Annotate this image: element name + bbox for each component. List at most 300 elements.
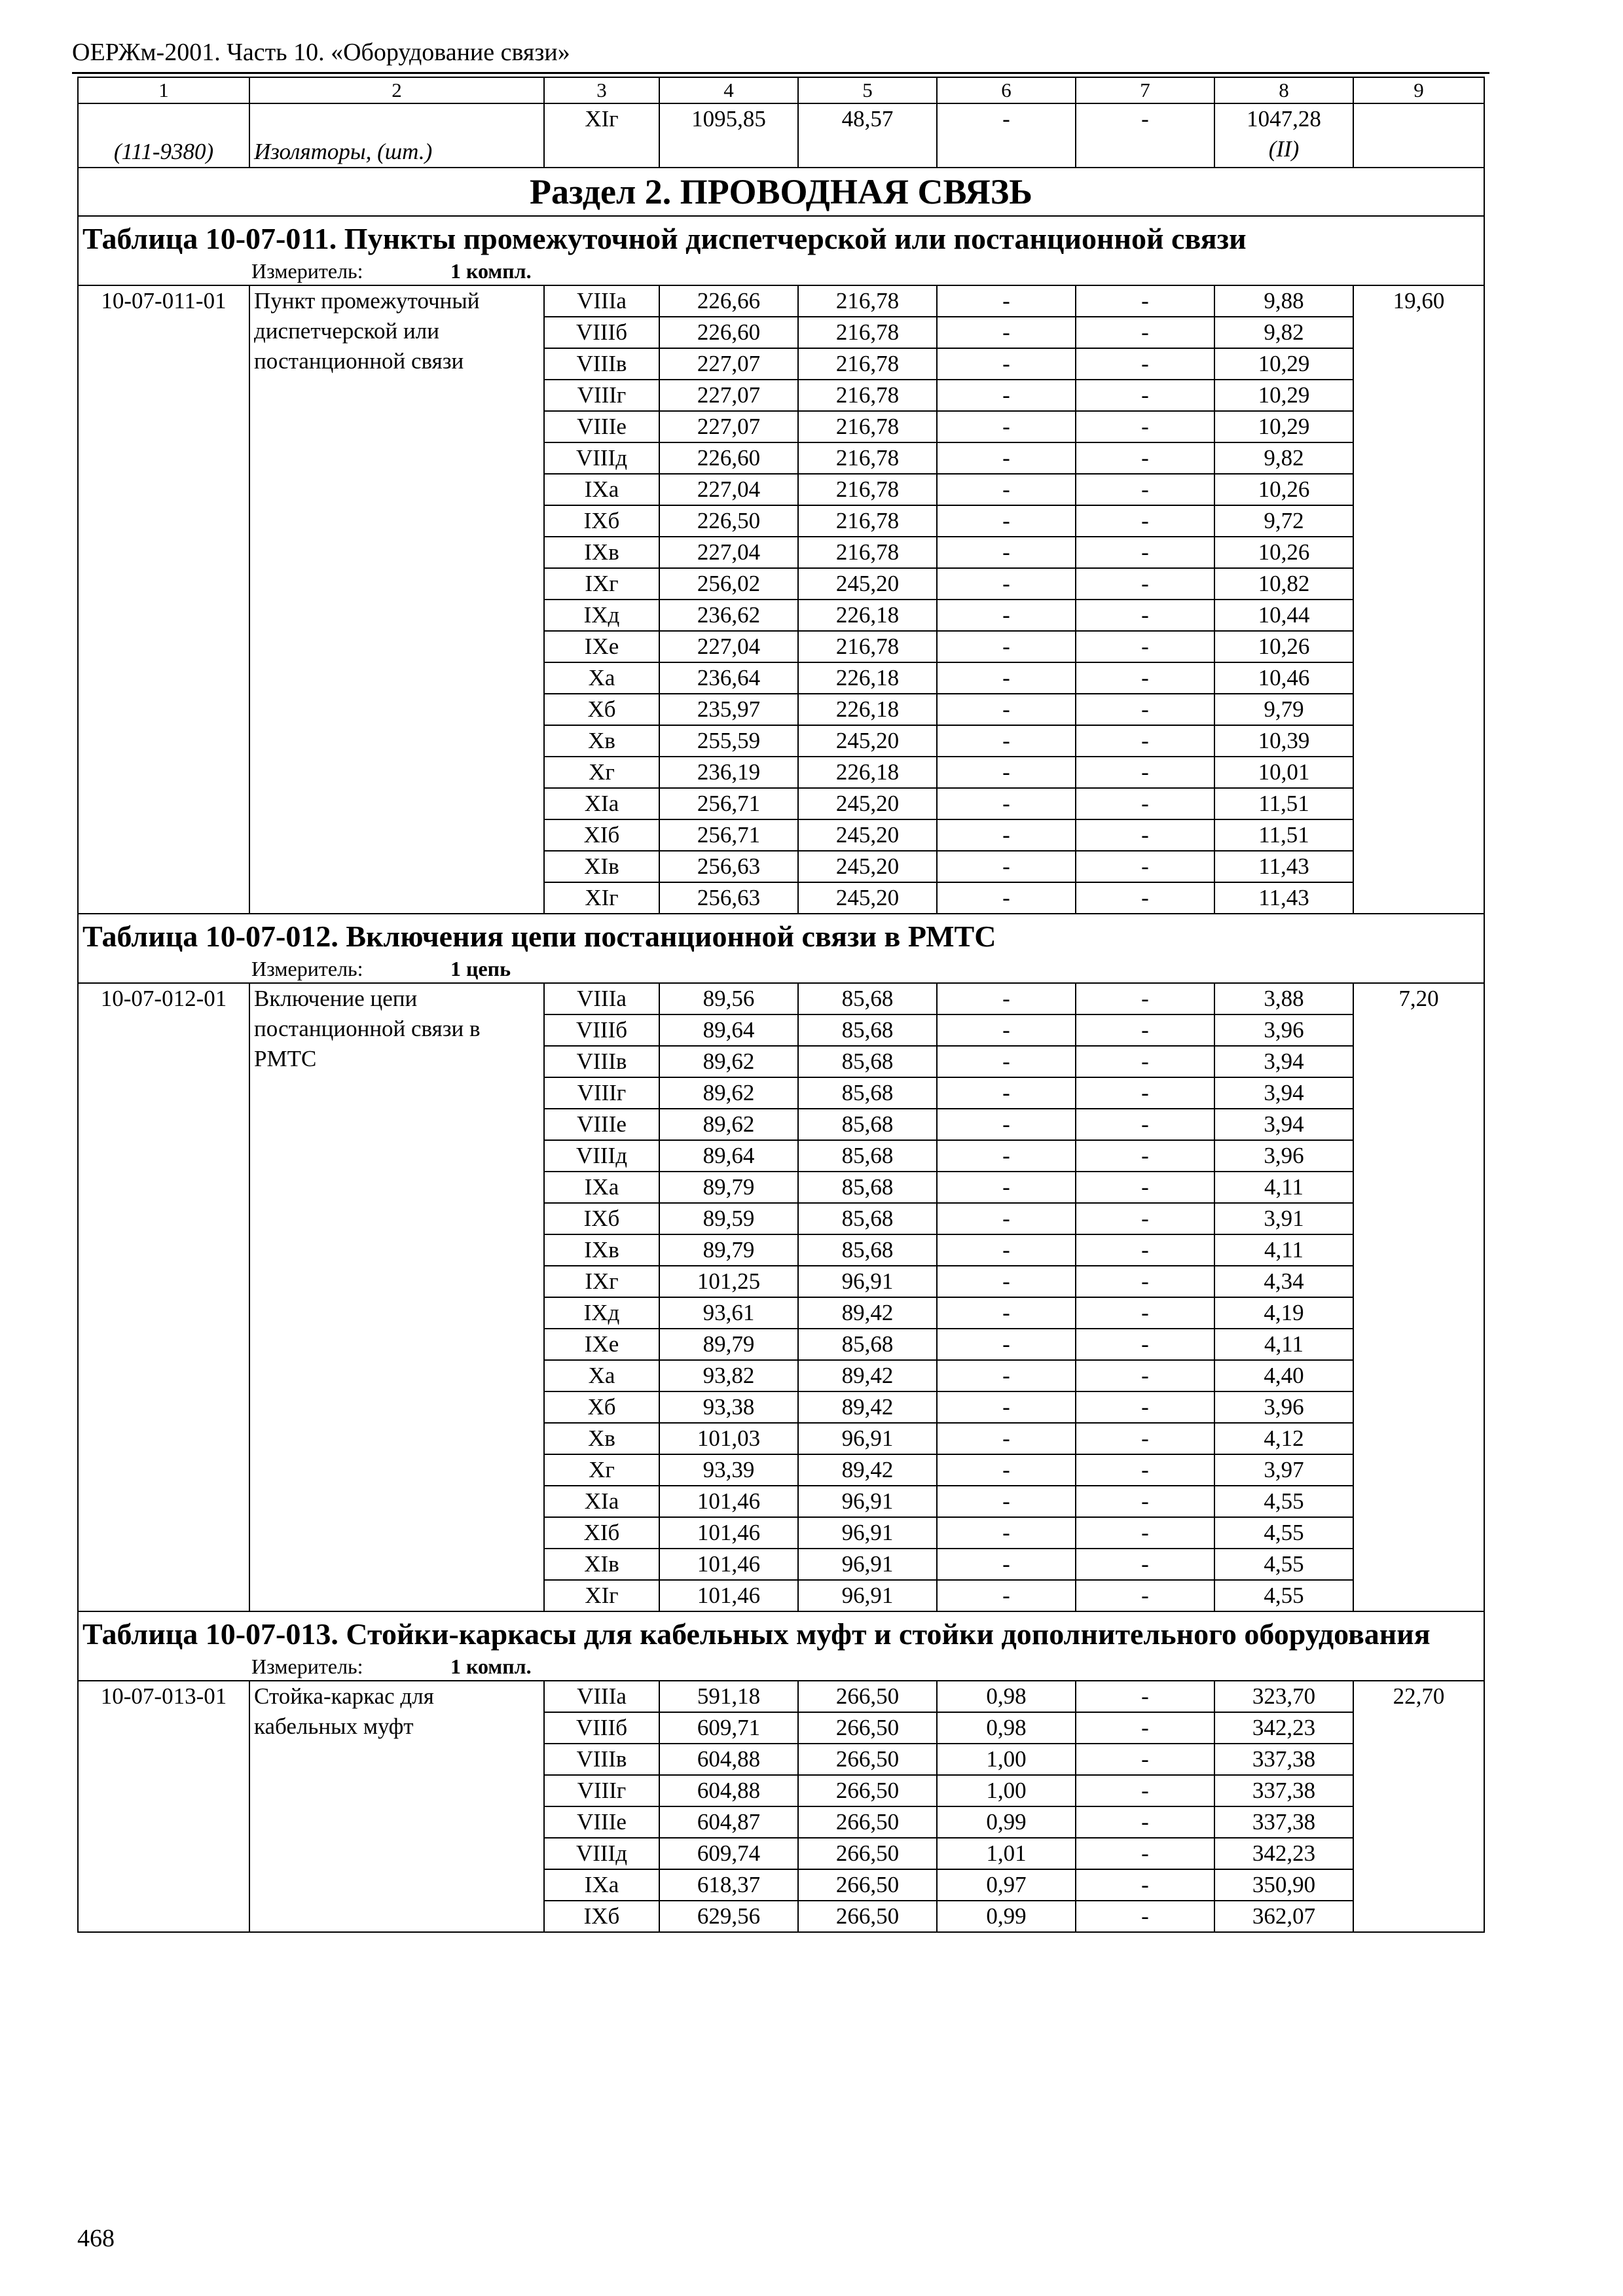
value-cell: 89,64: [659, 1140, 798, 1172]
zone-cell: VIIIг: [544, 1775, 659, 1806]
section-title: Раздел 2. ПРОВОДНАЯ СВЯЗЬ: [78, 168, 1484, 216]
zone-cell: VIIIб: [544, 317, 659, 348]
value-cell: 1095,85: [659, 103, 798, 168]
value-cell: 266,50: [798, 1744, 937, 1775]
value-cell: 10,46: [1214, 662, 1353, 694]
value-cell: -: [1076, 1329, 1214, 1360]
value-cell: -: [1076, 1681, 1214, 1712]
value-cell: 9,79: [1214, 694, 1353, 725]
value-cell: 216,78: [798, 631, 937, 662]
value-cell: 226,18: [798, 694, 937, 725]
value-cell: 3,97: [1214, 1454, 1353, 1486]
value-cell: 10,01: [1214, 757, 1353, 788]
value-cell: 256,63: [659, 882, 798, 914]
value-cell: 350,90: [1214, 1869, 1353, 1901]
value-cell: 266,50: [798, 1775, 937, 1806]
value-cell: 89,42: [798, 1360, 937, 1391]
value-cell: 216,78: [798, 442, 937, 474]
unit-value: 1 компл.: [450, 259, 532, 283]
value-cell: -: [937, 1014, 1076, 1046]
value-cell: 4,34: [1214, 1266, 1353, 1297]
value-cell: 11,43: [1214, 882, 1353, 914]
value-cell: XIг: [544, 103, 659, 168]
value-cell: 101,46: [659, 1486, 798, 1517]
resource-code: (111-9380): [78, 103, 249, 168]
column-number: 4: [659, 77, 798, 103]
value-cell: -: [1076, 631, 1214, 662]
value-cell: -: [937, 1297, 1076, 1329]
value-cell: 11,43: [1214, 851, 1353, 882]
value-cell: -: [1076, 537, 1214, 568]
zone-cell: XIб: [544, 819, 659, 851]
zone-cell: VIIIб: [544, 1712, 659, 1744]
value-cell: 85,68: [798, 1014, 937, 1046]
value-cell: 256,71: [659, 819, 798, 851]
value-cell: -: [937, 568, 1076, 600]
value-cell: -: [937, 537, 1076, 568]
value-cell: 245,20: [798, 568, 937, 600]
value-cell: 85,68: [798, 1172, 937, 1203]
value-cell: 89,62: [659, 1077, 798, 1109]
value-cell: -: [937, 662, 1076, 694]
value-cell: 10,39: [1214, 725, 1353, 757]
value-cell: 245,20: [798, 788, 937, 819]
zone-cell: IXа: [544, 1869, 659, 1901]
value-cell: 10,26: [1214, 537, 1353, 568]
value-cell: -: [1076, 1140, 1214, 1172]
value-cell: 96,91: [798, 1266, 937, 1297]
value-cell: -: [937, 505, 1076, 537]
value-cell: -: [1076, 442, 1214, 474]
value-cell: 0,98: [937, 1712, 1076, 1744]
value-cell: -: [937, 1580, 1076, 1611]
value-cell: 609,71: [659, 1712, 798, 1744]
value-cell: 256,02: [659, 568, 798, 600]
zone-cell: VIIIа: [544, 1681, 659, 1712]
value-cell: 3,94: [1214, 1077, 1353, 1109]
value-cell: 10,29: [1214, 380, 1353, 411]
zone-cell: Xг: [544, 757, 659, 788]
unit-row: [78, 955, 1484, 983]
value-cell: 245,20: [798, 851, 937, 882]
value-cell: -: [937, 442, 1076, 474]
value-cell: -: [937, 348, 1076, 380]
zone-cell: IXд: [544, 1297, 659, 1329]
value-cell: 0,99: [937, 1806, 1076, 1838]
header-rule: [72, 72, 1489, 74]
value-cell: 227,07: [659, 380, 798, 411]
value-cell: -: [1076, 662, 1214, 694]
value-cell: 3,96: [1214, 1014, 1353, 1046]
value-cell: 0,98: [937, 1681, 1076, 1712]
value-cell: 3,96: [1214, 1391, 1353, 1423]
value-cell: 256,63: [659, 851, 798, 882]
value-cell: 236,19: [659, 757, 798, 788]
value-cell: -: [937, 317, 1076, 348]
value-cell: 9,72: [1214, 505, 1353, 537]
value-cell: 3,91: [1214, 1203, 1353, 1234]
value-cell: 4,11: [1214, 1234, 1353, 1266]
rates-table-body: [78, 77, 1484, 1932]
unit-value: 1 цепь: [450, 957, 511, 980]
value-cell: -: [1076, 1046, 1214, 1077]
value-cell: 85,68: [798, 1203, 937, 1234]
table-row: [78, 983, 1484, 1014]
value-cell: 48,57: [798, 103, 937, 168]
value-cell: -: [1076, 568, 1214, 600]
value-cell: -: [937, 1234, 1076, 1266]
value-cell: 101,46: [659, 1517, 798, 1549]
value-cell: 89,79: [659, 1172, 798, 1203]
value-cell: -: [1076, 103, 1214, 168]
value-cell: -: [1076, 1744, 1214, 1775]
value-cell: 216,78: [798, 380, 937, 411]
value-cell: -: [937, 1360, 1076, 1391]
value-cell: 11,51: [1214, 788, 1353, 819]
table-title-row: [78, 1611, 1484, 1653]
value-cell: 89,79: [659, 1234, 798, 1266]
zone-cell: Xг: [544, 1454, 659, 1486]
zone-cell: IXа: [544, 1172, 659, 1203]
zone-cell: IXв: [544, 537, 659, 568]
value-cell: 4,19: [1214, 1297, 1353, 1329]
zone-cell: IXе: [544, 1329, 659, 1360]
note-cell: (II): [1268, 136, 1300, 162]
value-cell: 0,99: [937, 1901, 1076, 1932]
value-cell: 96,91: [798, 1549, 937, 1580]
value-cell: 1,00: [937, 1744, 1076, 1775]
zone-cell: VIIIе: [544, 1109, 659, 1140]
value-cell: -: [1076, 1454, 1214, 1486]
value-cell: 93,39: [659, 1454, 798, 1486]
value-cell: 89,42: [798, 1297, 937, 1329]
zone-cell: VIIIе: [544, 411, 659, 442]
value-cell: 85,68: [798, 1046, 937, 1077]
column-number: 9: [1353, 77, 1484, 103]
value-cell: -: [1076, 285, 1214, 317]
value-cell: 85,68: [798, 1109, 937, 1140]
value-cell: -: [1076, 1869, 1214, 1901]
value-cell: -: [1076, 757, 1214, 788]
value-cell: 591,18: [659, 1681, 798, 1712]
value-cell: -: [1076, 882, 1214, 914]
value-cell: 1,01: [937, 1838, 1076, 1869]
value-cell: 4,55: [1214, 1549, 1353, 1580]
value-cell: 226,18: [798, 757, 937, 788]
value-cell: -: [1076, 1549, 1214, 1580]
value-cell: -: [937, 1423, 1076, 1454]
value-cell: -: [937, 819, 1076, 851]
value-cell: 4,12: [1214, 1423, 1353, 1454]
zone-cell: VIIIд: [544, 1140, 659, 1172]
value-cell: -: [1076, 1517, 1214, 1549]
value-cell: -: [1076, 1172, 1214, 1203]
value-cell: -: [937, 1046, 1076, 1077]
value-cell: -: [937, 631, 1076, 662]
zone-cell: VIIIа: [544, 285, 659, 317]
value-cell: -: [1076, 600, 1214, 631]
value-cell: 4,55: [1214, 1580, 1353, 1611]
zone-cell: IXб: [544, 505, 659, 537]
value-cell: 236,64: [659, 662, 798, 694]
value-cell: 629,56: [659, 1901, 798, 1932]
zone-cell: VIIIд: [544, 442, 659, 474]
value-cell: [1214, 103, 1353, 168]
rate-code: 10-07-011-01: [78, 285, 249, 914]
rate-name: Пункт промежуточный диспетчерской или постанционной связи: [249, 285, 544, 914]
unit-label: Измеритель:: [251, 957, 363, 980]
value-cell: -: [937, 1266, 1076, 1297]
value-cell: -: [1076, 1580, 1214, 1611]
unit-line: [78, 955, 1484, 983]
value-cell: 89,56: [659, 983, 798, 1014]
value-cell: 89,59: [659, 1203, 798, 1234]
value-cell: 85,68: [798, 1077, 937, 1109]
zone-cell: XIг: [544, 882, 659, 914]
unit-label: Измеритель:: [251, 1655, 363, 1678]
zone-cell: IXг: [544, 1266, 659, 1297]
value-cell: 10,26: [1214, 474, 1353, 505]
value-cell: -: [937, 788, 1076, 819]
value-cell: 226,60: [659, 442, 798, 474]
table-title: Таблица 10-07-011. Пункты промежуточной диспетчерской или постанционной связи: [78, 216, 1484, 257]
value-cell: -: [937, 1517, 1076, 1549]
value-cell: -: [937, 380, 1076, 411]
value-cell: 89,62: [659, 1109, 798, 1140]
value-cell: 604,87: [659, 1806, 798, 1838]
value-cell: 89,42: [798, 1391, 937, 1423]
value-cell: 216,78: [798, 411, 937, 442]
value-cell: -: [937, 285, 1076, 317]
zone-cell: IXа: [544, 474, 659, 505]
zone-cell: VIIIа: [544, 983, 659, 1014]
zone-cell: Xв: [544, 725, 659, 757]
value-cell: 266,50: [798, 1681, 937, 1712]
table-title-row: [78, 914, 1484, 955]
table-title: Таблица 10-07-013. Стойки-каркасы для кабельных муфт и стойки дополнительного оборудования: [78, 1611, 1484, 1653]
value-cell: 323,70: [1214, 1681, 1353, 1712]
table-row: [78, 1681, 1484, 1712]
zone-cell: IXе: [544, 631, 659, 662]
value-cell: -: [1076, 380, 1214, 411]
page-number: 468: [77, 2225, 115, 2252]
value-cell: -: [937, 1140, 1076, 1172]
column-number: 6: [937, 77, 1076, 103]
value-cell: 10,29: [1214, 411, 1353, 442]
value-cell: 89,64: [659, 1014, 798, 1046]
value-cell: 9,82: [1214, 442, 1353, 474]
value-cell: -: [1076, 851, 1214, 882]
value-cell: 101,46: [659, 1580, 798, 1611]
value-cell: -: [937, 1203, 1076, 1234]
value-cell: -: [937, 983, 1076, 1014]
value-cell: -: [1076, 1014, 1214, 1046]
value-cell: 226,60: [659, 317, 798, 348]
value-cell: 609,74: [659, 1838, 798, 1869]
value-cell: -: [1076, 348, 1214, 380]
zone-cell: Xб: [544, 1391, 659, 1423]
zone-cell: Xа: [544, 662, 659, 694]
value-cell: 10,82: [1214, 568, 1353, 600]
value-cell: -: [1076, 1423, 1214, 1454]
value-cell: 9,82: [1214, 317, 1353, 348]
column-number-row: [78, 77, 1484, 103]
value-cell: -: [937, 1172, 1076, 1203]
zone-cell: VIIIв: [544, 1744, 659, 1775]
zone-cell: IXб: [544, 1203, 659, 1234]
value-cell: 216,78: [798, 285, 937, 317]
rate-code: 10-07-013-01: [78, 1681, 249, 1932]
value-cell: 93,38: [659, 1391, 798, 1423]
value-cell: 1,00: [937, 1775, 1076, 1806]
rates-table: [77, 77, 1485, 1933]
value-cell: 266,50: [798, 1869, 937, 1901]
labor-cell: 7,20: [1353, 983, 1484, 1611]
page-header: ОЕРЖм-2001. Часть 10. «Оборудование связи»: [72, 39, 570, 66]
value-cell: -: [1076, 1266, 1214, 1297]
unit-row: [78, 257, 1484, 285]
column-number: 3: [544, 77, 659, 103]
value-cell: 266,50: [798, 1838, 937, 1869]
value-cell: -: [1076, 1806, 1214, 1838]
value-cell: 85,68: [798, 1140, 937, 1172]
value-cell: 227,04: [659, 474, 798, 505]
column-number: 2: [249, 77, 544, 103]
value-cell: -: [1076, 725, 1214, 757]
labor-cell: 22,70: [1353, 1681, 1484, 1932]
value-cell: -: [937, 1549, 1076, 1580]
column-number: 5: [798, 77, 937, 103]
value-cell: -: [937, 725, 1076, 757]
value-cell: 101,25: [659, 1266, 798, 1297]
zone-cell: VIIIе: [544, 1806, 659, 1838]
value-cell: -: [1076, 1391, 1214, 1423]
value-cell: -: [937, 851, 1076, 882]
zone-cell: IXд: [544, 600, 659, 631]
value-cell: 227,07: [659, 348, 798, 380]
zone-cell: Xв: [544, 1423, 659, 1454]
value-cell: 226,66: [659, 285, 798, 317]
value-cell: 256,71: [659, 788, 798, 819]
value-cell: 9,88: [1214, 285, 1353, 317]
value-cell: 96,91: [798, 1580, 937, 1611]
value-cell: 96,91: [798, 1486, 937, 1517]
zone-cell: VIIIв: [544, 1046, 659, 1077]
value-cell: 4,55: [1214, 1517, 1353, 1549]
value-cell: 4,11: [1214, 1329, 1353, 1360]
unit-line: [78, 257, 1484, 285]
value-cell: -: [937, 411, 1076, 442]
value-cell: 604,88: [659, 1775, 798, 1806]
zone-cell: XIа: [544, 788, 659, 819]
value-cell: 226,18: [798, 662, 937, 694]
value-cell: -: [937, 600, 1076, 631]
empty-cell: [1353, 103, 1484, 168]
table-row: [78, 285, 1484, 317]
value-cell: 3,96: [1214, 1140, 1353, 1172]
value-cell: 3,94: [1214, 1046, 1353, 1077]
zone-cell: XIа: [544, 1486, 659, 1517]
value-cell: -: [937, 1454, 1076, 1486]
value-cell: 3,94: [1214, 1109, 1353, 1140]
value-cell: 266,50: [798, 1712, 937, 1744]
value-cell: 216,78: [798, 317, 937, 348]
value-cell: 11,51: [1214, 819, 1353, 851]
zone-cell: VIIIв: [544, 348, 659, 380]
zone-cell: Xа: [544, 1360, 659, 1391]
continued-row: [78, 103, 1484, 168]
value-cell: -: [937, 1329, 1076, 1360]
value-cell: 227,07: [659, 411, 798, 442]
value-cell: 216,78: [798, 537, 937, 568]
value-cell: -: [1076, 1775, 1214, 1806]
value-cell: -: [1076, 474, 1214, 505]
value-cell: 89,79: [659, 1329, 798, 1360]
value-cell: 85,68: [798, 983, 937, 1014]
value-cell: 245,20: [798, 725, 937, 757]
value-cell: 96,91: [798, 1423, 937, 1454]
column-number: 1: [78, 77, 249, 103]
value-cell: 226,18: [798, 600, 937, 631]
value-cell: 255,59: [659, 725, 798, 757]
zone-cell: XIв: [544, 1549, 659, 1580]
value-cell: 245,20: [798, 882, 937, 914]
value-cell: 227,04: [659, 537, 798, 568]
value-cell: -: [1076, 788, 1214, 819]
value-cell: 10,44: [1214, 600, 1353, 631]
value-cell: 4,55: [1214, 1486, 1353, 1517]
value-cell: -: [937, 757, 1076, 788]
rate-name: Включение цепи постанционной связи в РМТС: [249, 983, 544, 1611]
zone-cell: VIIIд: [544, 1838, 659, 1869]
value-cell: 337,38: [1214, 1775, 1353, 1806]
value-cell: 266,50: [798, 1806, 937, 1838]
zone-cell: IXв: [544, 1234, 659, 1266]
value-cell: 0,97: [937, 1869, 1076, 1901]
value-cell: 93,82: [659, 1360, 798, 1391]
value-cell: 1047,28: [1247, 106, 1321, 132]
value-cell: 3,88: [1214, 983, 1353, 1014]
zone-cell: Xб: [544, 694, 659, 725]
value-cell: -: [937, 474, 1076, 505]
zone-cell: VIIIг: [544, 380, 659, 411]
value-cell: 604,88: [659, 1744, 798, 1775]
unit-value: 1 компл.: [450, 1655, 532, 1678]
value-cell: 618,37: [659, 1869, 798, 1901]
value-cell: -: [1076, 1109, 1214, 1140]
value-cell: -: [937, 1391, 1076, 1423]
value-cell: 362,07: [1214, 1901, 1353, 1932]
zone-cell: IXг: [544, 568, 659, 600]
value-cell: 337,38: [1214, 1744, 1353, 1775]
value-cell: -: [1076, 1360, 1214, 1391]
value-cell: 216,78: [798, 474, 937, 505]
value-cell: -: [1076, 983, 1214, 1014]
value-cell: 337,38: [1214, 1806, 1353, 1838]
zone-cell: XIб: [544, 1517, 659, 1549]
value-cell: -: [937, 1109, 1076, 1140]
value-cell: -: [1076, 1234, 1214, 1266]
value-cell: -: [1076, 1838, 1214, 1869]
value-cell: 227,04: [659, 631, 798, 662]
value-cell: 342,23: [1214, 1838, 1353, 1869]
value-cell: -: [1076, 1077, 1214, 1109]
value-cell: -: [1076, 819, 1214, 851]
value-cell: -: [1076, 505, 1214, 537]
value-cell: 216,78: [798, 505, 937, 537]
value-cell: -: [937, 882, 1076, 914]
value-cell: -: [1076, 1297, 1214, 1329]
